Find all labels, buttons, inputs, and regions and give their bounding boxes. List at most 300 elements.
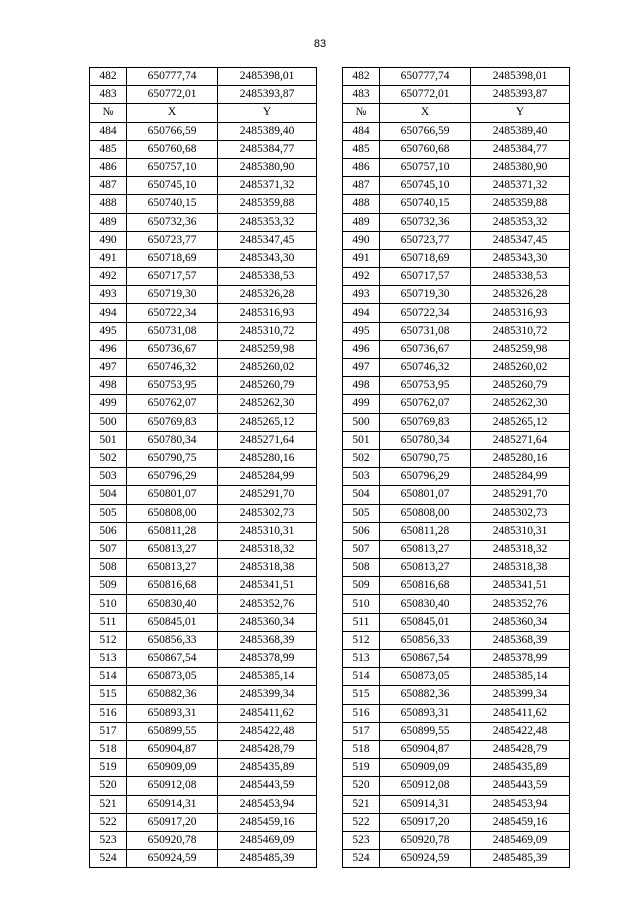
- y-coordinate-cell: 2485310,31: [471, 522, 570, 540]
- table-row: [90, 249, 570, 267]
- point-number-cell: 505: [90, 504, 127, 522]
- column-gap: [317, 449, 343, 467]
- point-number-cell: 517: [90, 722, 127, 740]
- y-coordinate-cell: 2485341,51: [471, 577, 570, 595]
- point-number-cell: 524: [343, 850, 380, 868]
- column-gap: [317, 86, 343, 104]
- x-coordinate-cell: 650904,87: [127, 740, 218, 758]
- column-gap: [317, 759, 343, 777]
- x-coordinate-cell: 650873,05: [380, 668, 471, 686]
- x-coordinate-cell: 650813,27: [380, 540, 471, 558]
- point-number-cell: 515: [90, 686, 127, 704]
- x-coordinate-cell: 650732,36: [127, 213, 218, 231]
- point-number-cell: 512: [343, 631, 380, 649]
- table-row: [90, 650, 570, 668]
- column-gap: [317, 359, 343, 377]
- x-coordinate-cell: 650867,54: [380, 650, 471, 668]
- table-row: [90, 559, 570, 577]
- column-gap: [317, 813, 343, 831]
- point-number-cell: 518: [343, 740, 380, 758]
- point-number-cell: 489: [90, 213, 127, 231]
- y-coordinate-cell: 2485265,12: [218, 413, 317, 431]
- column-gap: [317, 668, 343, 686]
- y-coordinate-cell: 2485310,31: [218, 522, 317, 540]
- x-coordinate-cell: 650867,54: [127, 650, 218, 668]
- y-coordinate-cell: 2485318,32: [471, 540, 570, 558]
- point-number-cell: 490: [90, 231, 127, 249]
- x-coordinate-cell: 650917,20: [380, 813, 471, 831]
- page-number: 83: [313, 38, 327, 50]
- column-gap: [317, 413, 343, 431]
- y-coordinate-cell: 2485398,01: [218, 68, 317, 86]
- x-coordinate-cell: 650808,00: [380, 504, 471, 522]
- x-coordinate-cell: 650723,77: [380, 231, 471, 249]
- column-gap: [317, 504, 343, 522]
- point-number-cell: 483: [90, 86, 127, 104]
- table-row: [90, 158, 570, 176]
- point-number-cell: 514: [343, 668, 380, 686]
- point-number-cell: 514: [90, 668, 127, 686]
- x-coordinate-cell: 650801,07: [380, 486, 471, 504]
- table-row: [90, 704, 570, 722]
- table-row: [90, 359, 570, 377]
- point-number-cell: 509: [343, 577, 380, 595]
- table-row: [90, 86, 570, 104]
- x-coordinate-cell: 650796,29: [380, 468, 471, 486]
- column-gap: [317, 777, 343, 795]
- x-coordinate-cell: 650757,10: [380, 158, 471, 176]
- x-coordinate-cell: 650813,27: [127, 540, 218, 558]
- point-number-cell: 507: [343, 540, 380, 558]
- column-gap: [317, 377, 343, 395]
- point-number-cell: 522: [343, 813, 380, 831]
- point-number-cell: 495: [343, 322, 380, 340]
- y-coordinate-cell: 2485443,59: [471, 777, 570, 795]
- x-coordinate-cell: 650830,40: [127, 595, 218, 613]
- point-number-cell: 504: [90, 486, 127, 504]
- point-number-cell: 482: [90, 68, 127, 86]
- point-number-cell: 487: [90, 177, 127, 195]
- y-coordinate-cell: 2485310,72: [218, 322, 317, 340]
- point-number-cell: 502: [90, 449, 127, 467]
- table-row: [90, 449, 570, 467]
- x-coordinate-cell: 650731,08: [380, 322, 471, 340]
- point-number-cell: 499: [90, 395, 127, 413]
- x-coordinate-cell: 650914,31: [127, 795, 218, 813]
- x-coordinate-cell: 650856,33: [127, 631, 218, 649]
- point-number-cell: 490: [343, 231, 380, 249]
- point-number-cell: 488: [343, 195, 380, 213]
- y-coordinate-cell: 2485318,38: [218, 559, 317, 577]
- table-row: [90, 486, 570, 504]
- column-gap: [317, 68, 343, 86]
- y-coordinate-cell: 2485384,77: [218, 140, 317, 158]
- y-coordinate-cell: 2485428,79: [218, 740, 317, 758]
- y-coordinate-cell: 2485378,99: [471, 650, 570, 668]
- y-coordinate-cell: 2485318,32: [218, 540, 317, 558]
- point-number-cell: 502: [343, 449, 380, 467]
- x-coordinate-cell: 650912,08: [127, 777, 218, 795]
- point-number-cell: 508: [90, 559, 127, 577]
- point-number-cell: 484: [90, 122, 127, 140]
- table-row: [90, 668, 570, 686]
- x-coordinate-cell: 650811,28: [127, 522, 218, 540]
- table-row: [90, 522, 570, 540]
- y-coordinate-cell: 2485280,16: [471, 449, 570, 467]
- table-row: [90, 68, 570, 86]
- y-coordinate-cell: 2485341,51: [218, 577, 317, 595]
- x-coordinate-cell: 650912,08: [380, 777, 471, 795]
- point-number-cell: 524: [90, 850, 127, 868]
- y-coordinate-cell: 2485443,59: [218, 777, 317, 795]
- point-number-cell: 522: [90, 813, 127, 831]
- y-coordinate-cell: 2485262,30: [471, 395, 570, 413]
- point-number-cell: 497: [343, 359, 380, 377]
- table-row: [90, 795, 570, 813]
- y-coordinate-cell: 2485352,76: [471, 595, 570, 613]
- y-coordinate-cell: 2485260,79: [218, 377, 317, 395]
- column-gap: [317, 722, 343, 740]
- y-coordinate-cell: 2485338,53: [218, 268, 317, 286]
- table-row: [90, 831, 570, 849]
- column-gap: [317, 631, 343, 649]
- point-number-cell: 491: [90, 249, 127, 267]
- column-gap: [317, 340, 343, 358]
- point-number-cell: 485: [343, 140, 380, 158]
- y-coordinate-cell: 2485399,34: [471, 686, 570, 704]
- x-coordinate-cell: 650899,55: [127, 722, 218, 740]
- y-coordinate-cell: 2485353,32: [471, 213, 570, 231]
- x-coordinate-cell: 650811,28: [380, 522, 471, 540]
- y-coordinate-cell: 2485352,76: [218, 595, 317, 613]
- x-coordinate-cell: 650830,40: [380, 595, 471, 613]
- point-number-cell: 518: [90, 740, 127, 758]
- y-coordinate-cell: 2485393,87: [471, 86, 570, 104]
- y-coordinate-cell: 2485316,93: [471, 304, 570, 322]
- y-coordinate-cell: 2485271,64: [218, 431, 317, 449]
- column-gap: [317, 104, 343, 122]
- y-coordinate-cell: 2485343,30: [218, 249, 317, 267]
- point-number-cell: 492: [343, 268, 380, 286]
- y-coordinate-cell: 2485359,88: [218, 195, 317, 213]
- x-coordinate-cell: 650777,74: [380, 68, 471, 86]
- y-coordinate-cell: 2485291,70: [471, 486, 570, 504]
- table-row: [90, 322, 570, 340]
- column-gap: [317, 468, 343, 486]
- y-coordinate-cell: 2485422,48: [218, 722, 317, 740]
- point-number-cell: 516: [90, 704, 127, 722]
- point-number-cell: 507: [90, 540, 127, 558]
- y-coordinate-cell: 2485371,32: [471, 177, 570, 195]
- y-coordinate-cell: 2485260,02: [471, 359, 570, 377]
- y-coordinate-cell: 2485385,14: [218, 668, 317, 686]
- x-coordinate-cell: 650736,67: [380, 340, 471, 358]
- point-number-cell: 517: [343, 722, 380, 740]
- x-coordinate-cell: 650760,68: [380, 140, 471, 158]
- y-coordinate-cell: 2485259,98: [471, 340, 570, 358]
- x-coordinate-cell: 650736,67: [127, 340, 218, 358]
- x-coordinate-cell: 650722,34: [380, 304, 471, 322]
- y-coordinate-cell: 2485271,64: [471, 431, 570, 449]
- point-number-cell: 496: [343, 340, 380, 358]
- y-coordinate-cell: 2485368,39: [218, 631, 317, 649]
- column-gap: [317, 540, 343, 558]
- x-coordinate-cell: 650772,01: [380, 86, 471, 104]
- x-coordinate-cell: 650760,68: [127, 140, 218, 158]
- x-coordinate-cell: 650816,68: [380, 577, 471, 595]
- point-number-cell: 503: [343, 468, 380, 486]
- x-coordinate-cell: 650762,07: [127, 395, 218, 413]
- x-coordinate-cell: 650769,83: [380, 413, 471, 431]
- point-number-cell: 494: [343, 304, 380, 322]
- x-coordinate-cell: 650723,77: [127, 231, 218, 249]
- column-gap: [317, 795, 343, 813]
- table-row: [90, 213, 570, 231]
- column-gap: [317, 195, 343, 213]
- x-coordinate-cell: 650790,75: [380, 449, 471, 467]
- x-coordinate-cell: 650856,33: [380, 631, 471, 649]
- x-coordinate-cell: 650717,57: [127, 268, 218, 286]
- y-coordinate-cell: 2485326,28: [218, 286, 317, 304]
- point-number-cell: 504: [343, 486, 380, 504]
- column-gap: [317, 740, 343, 758]
- x-coordinate-cell: 650777,74: [127, 68, 218, 86]
- y-coordinate-cell: 2485326,28: [471, 286, 570, 304]
- table-row: [90, 504, 570, 522]
- column-gap: [317, 577, 343, 595]
- x-coordinate-cell: 650813,27: [127, 559, 218, 577]
- x-coordinate-cell: 650766,59: [380, 122, 471, 140]
- column-gap: [317, 140, 343, 158]
- y-coordinate-cell: 2485384,77: [471, 140, 570, 158]
- point-number-cell: 496: [90, 340, 127, 358]
- y-coordinate-cell: 2485411,62: [471, 704, 570, 722]
- column-gap: [317, 831, 343, 849]
- x-coordinate-cell: 650801,07: [127, 486, 218, 504]
- x-coordinate-cell: 650745,10: [127, 177, 218, 195]
- x-coordinate-cell: 650882,36: [127, 686, 218, 704]
- point-number-cell: 506: [343, 522, 380, 540]
- column-gap: [317, 613, 343, 631]
- point-number-cell: 493: [343, 286, 380, 304]
- x-coordinate-cell: 650719,30: [127, 286, 218, 304]
- point-number-cell: 489: [343, 213, 380, 231]
- column-gap: [317, 158, 343, 176]
- table-row: [90, 304, 570, 322]
- x-coordinate-cell: 650920,78: [380, 831, 471, 849]
- x-coordinate-cell: 650718,69: [380, 249, 471, 267]
- x-coordinate-cell: 650893,31: [380, 704, 471, 722]
- y-coordinate-cell: 2485359,88: [471, 195, 570, 213]
- x-coordinate-cell: 650790,75: [127, 449, 218, 467]
- column-gap: [317, 122, 343, 140]
- table-row: [90, 431, 570, 449]
- point-number-cell: 486: [343, 158, 380, 176]
- x-coordinate-cell: 650780,34: [127, 431, 218, 449]
- table-row: [90, 395, 570, 413]
- y-coordinate-cell: 2485453,94: [471, 795, 570, 813]
- point-number-cell: 521: [343, 795, 380, 813]
- y-coordinate-cell: 2485347,45: [218, 231, 317, 249]
- point-number-cell: 497: [90, 359, 127, 377]
- y-coordinate-cell: 2485291,70: [218, 486, 317, 504]
- x-coordinate-cell: 650731,08: [127, 322, 218, 340]
- column-gap: [317, 431, 343, 449]
- point-number-cell: 498: [343, 377, 380, 395]
- y-coordinate-cell: 2485316,93: [218, 304, 317, 322]
- table-row: [90, 613, 570, 631]
- point-number-cell: 520: [90, 777, 127, 795]
- x-coordinate-cell: 650893,31: [127, 704, 218, 722]
- y-coordinate-cell: 2485302,73: [471, 504, 570, 522]
- column-gap: [317, 559, 343, 577]
- table-row: [90, 413, 570, 431]
- table-row: [90, 813, 570, 831]
- table-row: [90, 777, 570, 795]
- column-gap: [317, 249, 343, 267]
- x-coordinate-cell: 650845,01: [380, 613, 471, 631]
- table-row: [90, 340, 570, 358]
- x-coordinate-cell: X: [127, 104, 218, 122]
- point-number-cell: 510: [343, 595, 380, 613]
- point-number-cell: 511: [343, 613, 380, 631]
- y-coordinate-cell: 2485469,09: [471, 831, 570, 849]
- x-coordinate-cell: 650717,57: [380, 268, 471, 286]
- column-gap: [317, 322, 343, 340]
- table-row: [90, 740, 570, 758]
- point-number-cell: №: [90, 104, 127, 122]
- point-number-cell: 519: [343, 759, 380, 777]
- point-number-cell: 501: [90, 431, 127, 449]
- column-gap: [317, 686, 343, 704]
- y-coordinate-cell: 2485399,34: [218, 686, 317, 704]
- y-coordinate-cell: 2485318,38: [471, 559, 570, 577]
- column-gap: [317, 304, 343, 322]
- point-number-cell: 523: [90, 831, 127, 849]
- x-coordinate-cell: 650816,68: [127, 577, 218, 595]
- y-coordinate-cell: 2485353,32: [218, 213, 317, 231]
- point-number-cell: 523: [343, 831, 380, 849]
- x-coordinate-cell: 650917,20: [127, 813, 218, 831]
- x-coordinate-cell: X: [380, 104, 471, 122]
- table-row: [90, 122, 570, 140]
- y-coordinate-cell: 2485435,89: [218, 759, 317, 777]
- table-row: [90, 268, 570, 286]
- point-number-cell: 492: [90, 268, 127, 286]
- column-gap: [317, 850, 343, 868]
- y-coordinate-cell: 2485260,79: [471, 377, 570, 395]
- table-row: [90, 177, 570, 195]
- y-coordinate-cell: 2485280,16: [218, 449, 317, 467]
- y-coordinate-cell: 2485259,98: [218, 340, 317, 358]
- column-gap: [317, 522, 343, 540]
- y-coordinate-cell: 2485453,94: [218, 795, 317, 813]
- point-number-cell: 516: [343, 704, 380, 722]
- x-coordinate-cell: 650882,36: [380, 686, 471, 704]
- point-number-cell: 500: [90, 413, 127, 431]
- y-coordinate-cell: 2485380,90: [218, 158, 317, 176]
- table-row: [90, 722, 570, 740]
- coordinates-table: [89, 67, 570, 868]
- table-row: [90, 286, 570, 304]
- column-gap: [317, 268, 343, 286]
- table-row: [90, 140, 570, 158]
- x-coordinate-cell: 650753,95: [127, 377, 218, 395]
- y-coordinate-cell: 2485260,02: [218, 359, 317, 377]
- x-coordinate-cell: 650780,34: [380, 431, 471, 449]
- point-number-cell: 498: [90, 377, 127, 395]
- y-coordinate-cell: 2485428,79: [471, 740, 570, 758]
- table-row: [90, 231, 570, 249]
- point-number-cell: 491: [343, 249, 380, 267]
- point-number-cell: 486: [90, 158, 127, 176]
- x-coordinate-cell: 650813,27: [380, 559, 471, 577]
- x-coordinate-cell: 650753,95: [380, 377, 471, 395]
- x-coordinate-cell: 650899,55: [380, 722, 471, 740]
- point-number-cell: 510: [90, 595, 127, 613]
- y-coordinate-cell: 2485459,16: [218, 813, 317, 831]
- y-coordinate-cell: 2485343,30: [471, 249, 570, 267]
- x-coordinate-cell: 650746,32: [127, 359, 218, 377]
- y-coordinate-cell: 2485393,87: [218, 86, 317, 104]
- y-coordinate-cell: 2485284,99: [471, 468, 570, 486]
- y-coordinate-cell: 2485360,34: [218, 613, 317, 631]
- y-coordinate-cell: 2485385,14: [471, 668, 570, 686]
- column-gap: [317, 213, 343, 231]
- point-number-cell: 506: [90, 522, 127, 540]
- y-coordinate-cell: 2485265,12: [471, 413, 570, 431]
- point-number-cell: 511: [90, 613, 127, 631]
- point-number-cell: 521: [90, 795, 127, 813]
- table-row: [90, 468, 570, 486]
- y-coordinate-cell: 2485284,99: [218, 468, 317, 486]
- y-coordinate-cell: 2485378,99: [218, 650, 317, 668]
- x-coordinate-cell: 650924,59: [127, 850, 218, 868]
- table-row: [90, 759, 570, 777]
- table-row: [90, 195, 570, 213]
- y-coordinate-cell: 2485262,30: [218, 395, 317, 413]
- column-gap: [317, 704, 343, 722]
- y-coordinate-cell: 2485310,72: [471, 322, 570, 340]
- point-number-cell: 493: [90, 286, 127, 304]
- x-coordinate-cell: 650796,29: [127, 468, 218, 486]
- y-coordinate-cell: 2485302,73: [218, 504, 317, 522]
- column-gap: [317, 286, 343, 304]
- y-coordinate-cell: 2485347,45: [471, 231, 570, 249]
- point-number-cell: 508: [343, 559, 380, 577]
- table-row: [90, 631, 570, 649]
- table-row: [90, 377, 570, 395]
- table-row: [90, 104, 570, 122]
- x-coordinate-cell: 650740,15: [127, 195, 218, 213]
- y-coordinate-cell: 2485389,40: [471, 122, 570, 140]
- point-number-cell: 495: [90, 322, 127, 340]
- column-gap: [317, 595, 343, 613]
- y-coordinate-cell: 2485485,39: [471, 850, 570, 868]
- point-number-cell: 515: [343, 686, 380, 704]
- point-number-cell: 513: [343, 650, 380, 668]
- y-coordinate-cell: 2485389,40: [218, 122, 317, 140]
- point-number-cell: 512: [90, 631, 127, 649]
- y-coordinate-cell: Y: [218, 104, 317, 122]
- x-coordinate-cell: 650732,36: [380, 213, 471, 231]
- point-number-cell: 499: [343, 395, 380, 413]
- point-number-cell: 484: [343, 122, 380, 140]
- point-number-cell: 519: [90, 759, 127, 777]
- point-number-cell: 500: [343, 413, 380, 431]
- column-gap: [317, 231, 343, 249]
- y-coordinate-cell: 2485411,62: [218, 704, 317, 722]
